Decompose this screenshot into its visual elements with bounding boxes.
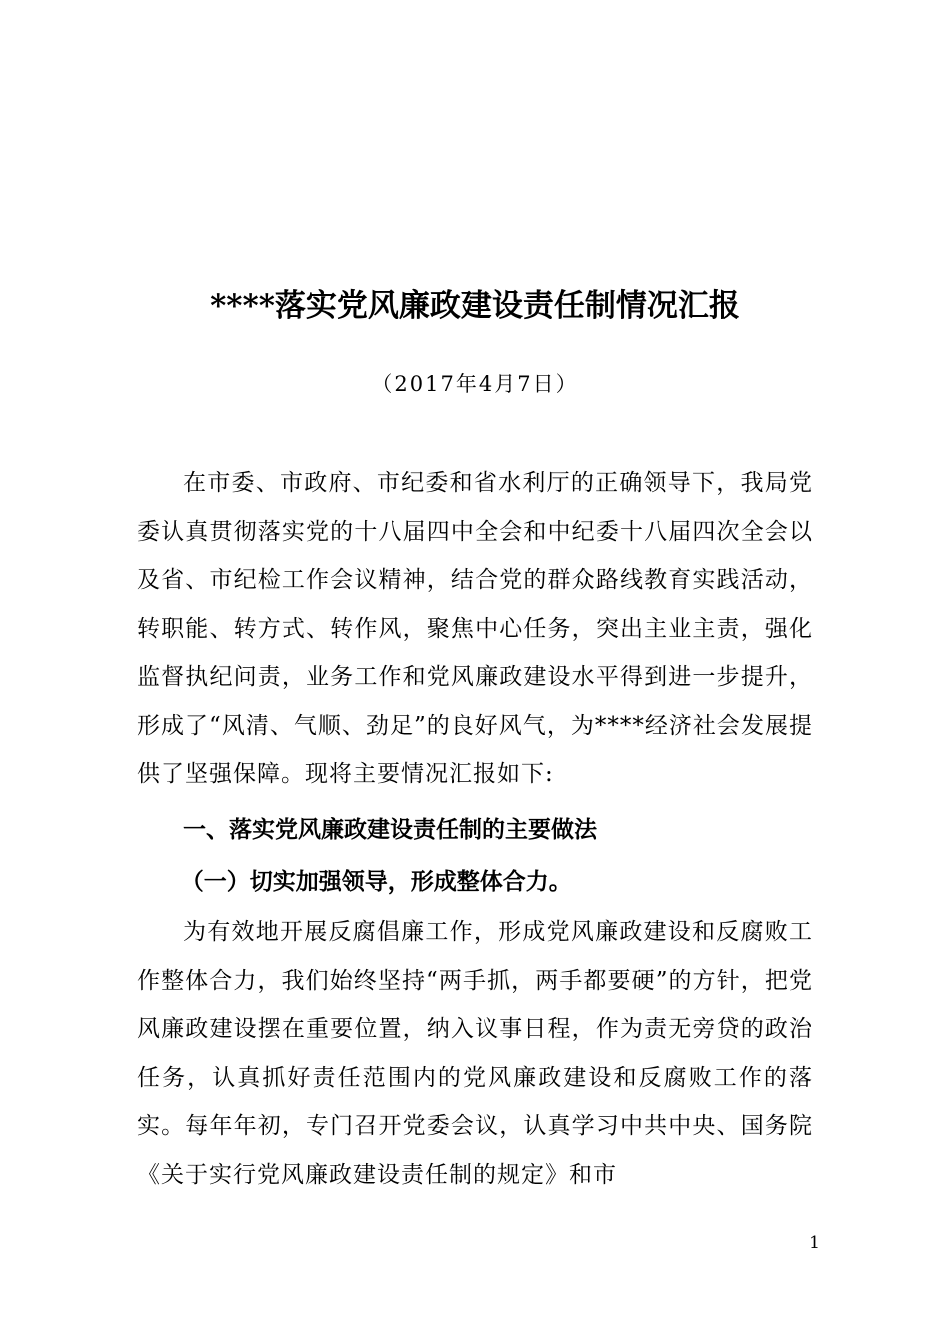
subsection-heading-1: （一）切实加强领导，形成整体合力。	[180, 868, 572, 895]
page-number: 1	[809, 1233, 820, 1253]
document-title: ****落实党风廉政建设责任制情况汇报	[210, 288, 740, 324]
document-date: （2017年4月7日）	[371, 372, 579, 396]
body-paragraph-intro: 在市委、市政府、市纪委和省水利厅的正确领导下，我局党委认真贯彻落实党的十八届四中全会和中纪委十八届四次全会以及省、市纪检工作会议精神，结合党的群众路线教育实践活动，转职能、转方式、转作风，聚焦中心任务，突出主业主责，强化监督执纪问责，业务工作和党风廉政建设水平得到进一步提升，形成了“风清、气顺、劲足”的良好风气，为****经济社会发展提供了坚强保障。现将主要情况汇报如下:	[137, 470, 813, 787]
body-paragraph-leadership: 为有效地开展反腐倡廉工作，形成党风廉政建设和反腐败工作整体合力，我们始终坚持“两手抓，两手都要硬”的方针，把党风廉政建设摆在重要位置，纳入议事日程，作为责无旁贷的政治任务，认真抓好责任范围内的党风廉政建设和反腐败工作的落实。每年年初，专门召开党委会议，认真学习中共中央、国务院《关于实行党风廉政建设责任制的规定》和市	[137, 919, 813, 1188]
section-heading-1: 一、落实党风廉政建设责任制的主要做法	[183, 816, 597, 843]
